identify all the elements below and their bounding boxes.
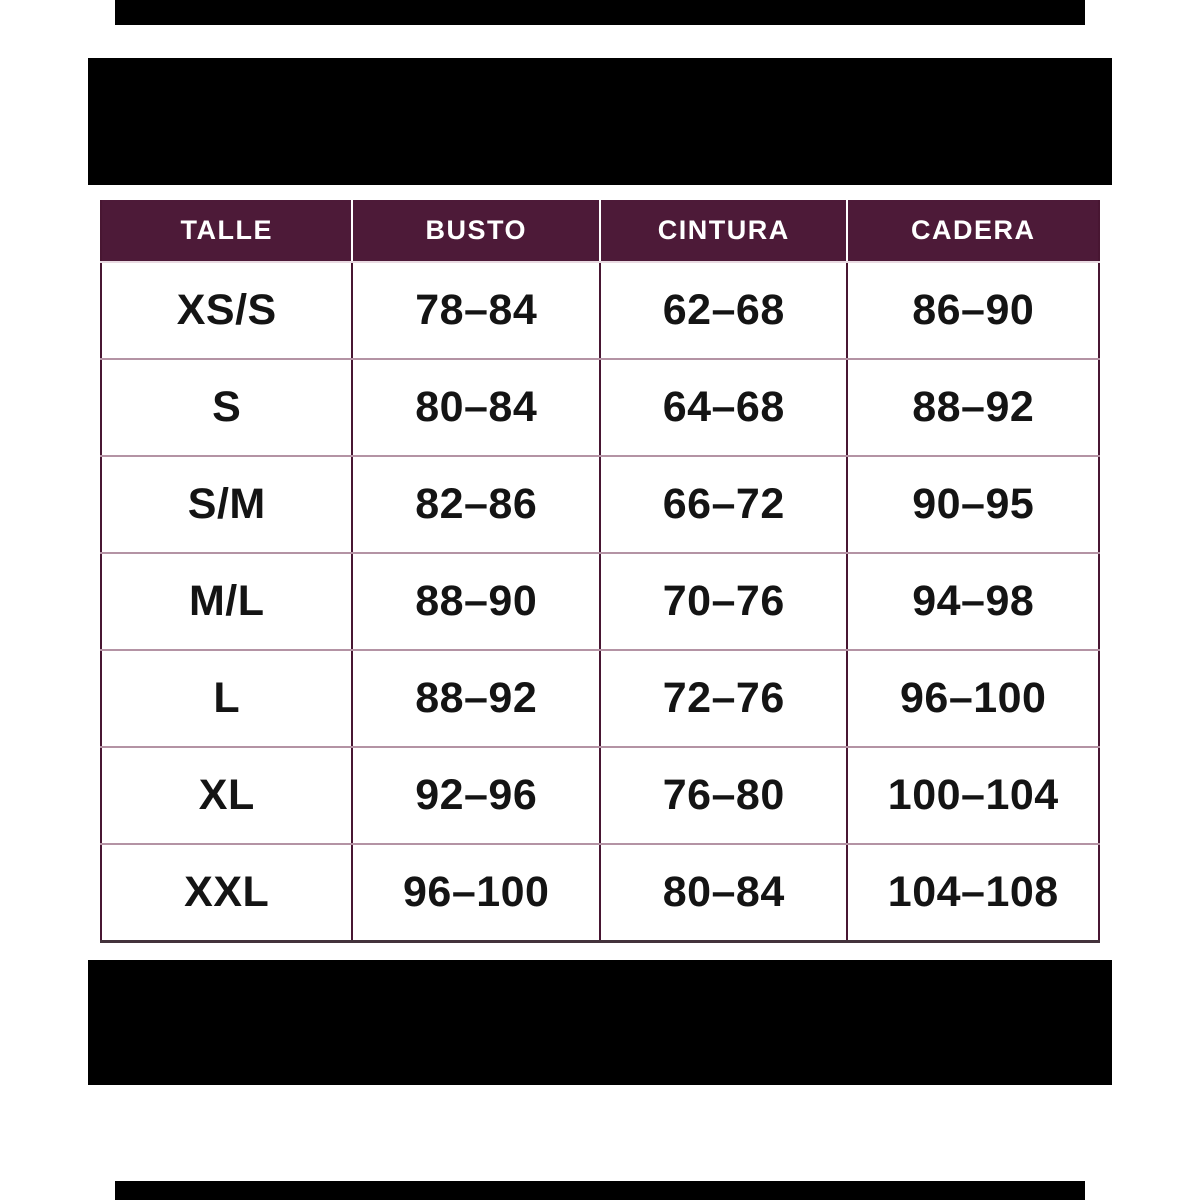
cell-cadera: 90–95 xyxy=(847,456,1099,553)
cell-busto: 88–92 xyxy=(352,650,600,747)
cell-talle: S/M xyxy=(101,456,352,553)
table-row xyxy=(101,844,1099,941)
cell-cadera: 104–108 xyxy=(847,844,1099,941)
column-header-cintura: CINTURA xyxy=(600,200,848,262)
cell-cadera: 96–100 xyxy=(847,650,1099,747)
cell-talle: XL xyxy=(101,747,352,844)
cell-cadera: 100–104 xyxy=(847,747,1099,844)
cell-cintura: 66–72 xyxy=(600,456,848,553)
cell-talle: L xyxy=(101,650,352,747)
cell-cintura: 80–84 xyxy=(600,844,848,941)
cell-cadera: 94–98 xyxy=(847,553,1099,650)
cell-cintura: 70–76 xyxy=(600,553,848,650)
column-header-talle: TALLE xyxy=(101,200,352,262)
top-black-bar xyxy=(88,58,1112,185)
cell-busto: 92–96 xyxy=(352,747,600,844)
header-row xyxy=(101,200,1099,262)
cell-cadera: 88–92 xyxy=(847,359,1099,456)
cell-cintura: 76–80 xyxy=(600,747,848,844)
top-edge-black-strip xyxy=(115,0,1085,25)
cell-busto: 96–100 xyxy=(352,844,600,941)
table-row xyxy=(101,650,1099,747)
cell-talle: XS/S xyxy=(101,262,352,359)
cell-talle: S xyxy=(101,359,352,456)
table-row xyxy=(101,553,1099,650)
cell-busto: 82–86 xyxy=(352,456,600,553)
table-row xyxy=(101,262,1099,359)
bottom-edge-black-strip xyxy=(115,1181,1085,1200)
cell-busto: 88–90 xyxy=(352,553,600,650)
cell-talle: M/L xyxy=(101,553,352,650)
bottom-black-bar xyxy=(88,960,1112,1085)
column-header-busto: BUSTO xyxy=(352,200,600,262)
cell-busto: 78–84 xyxy=(352,262,600,359)
cell-cadera: 86–90 xyxy=(847,262,1099,359)
cell-cintura: 64–68 xyxy=(600,359,848,456)
table-row xyxy=(101,747,1099,844)
column-header-cadera: CADERA xyxy=(847,200,1099,262)
size-chart-table xyxy=(100,200,1100,943)
cell-cintura: 62–68 xyxy=(600,262,848,359)
table-row xyxy=(101,359,1099,456)
cell-busto: 80–84 xyxy=(352,359,600,456)
cell-cintura: 72–76 xyxy=(600,650,848,747)
table-row xyxy=(101,456,1099,553)
cell-talle: XXL xyxy=(101,844,352,941)
